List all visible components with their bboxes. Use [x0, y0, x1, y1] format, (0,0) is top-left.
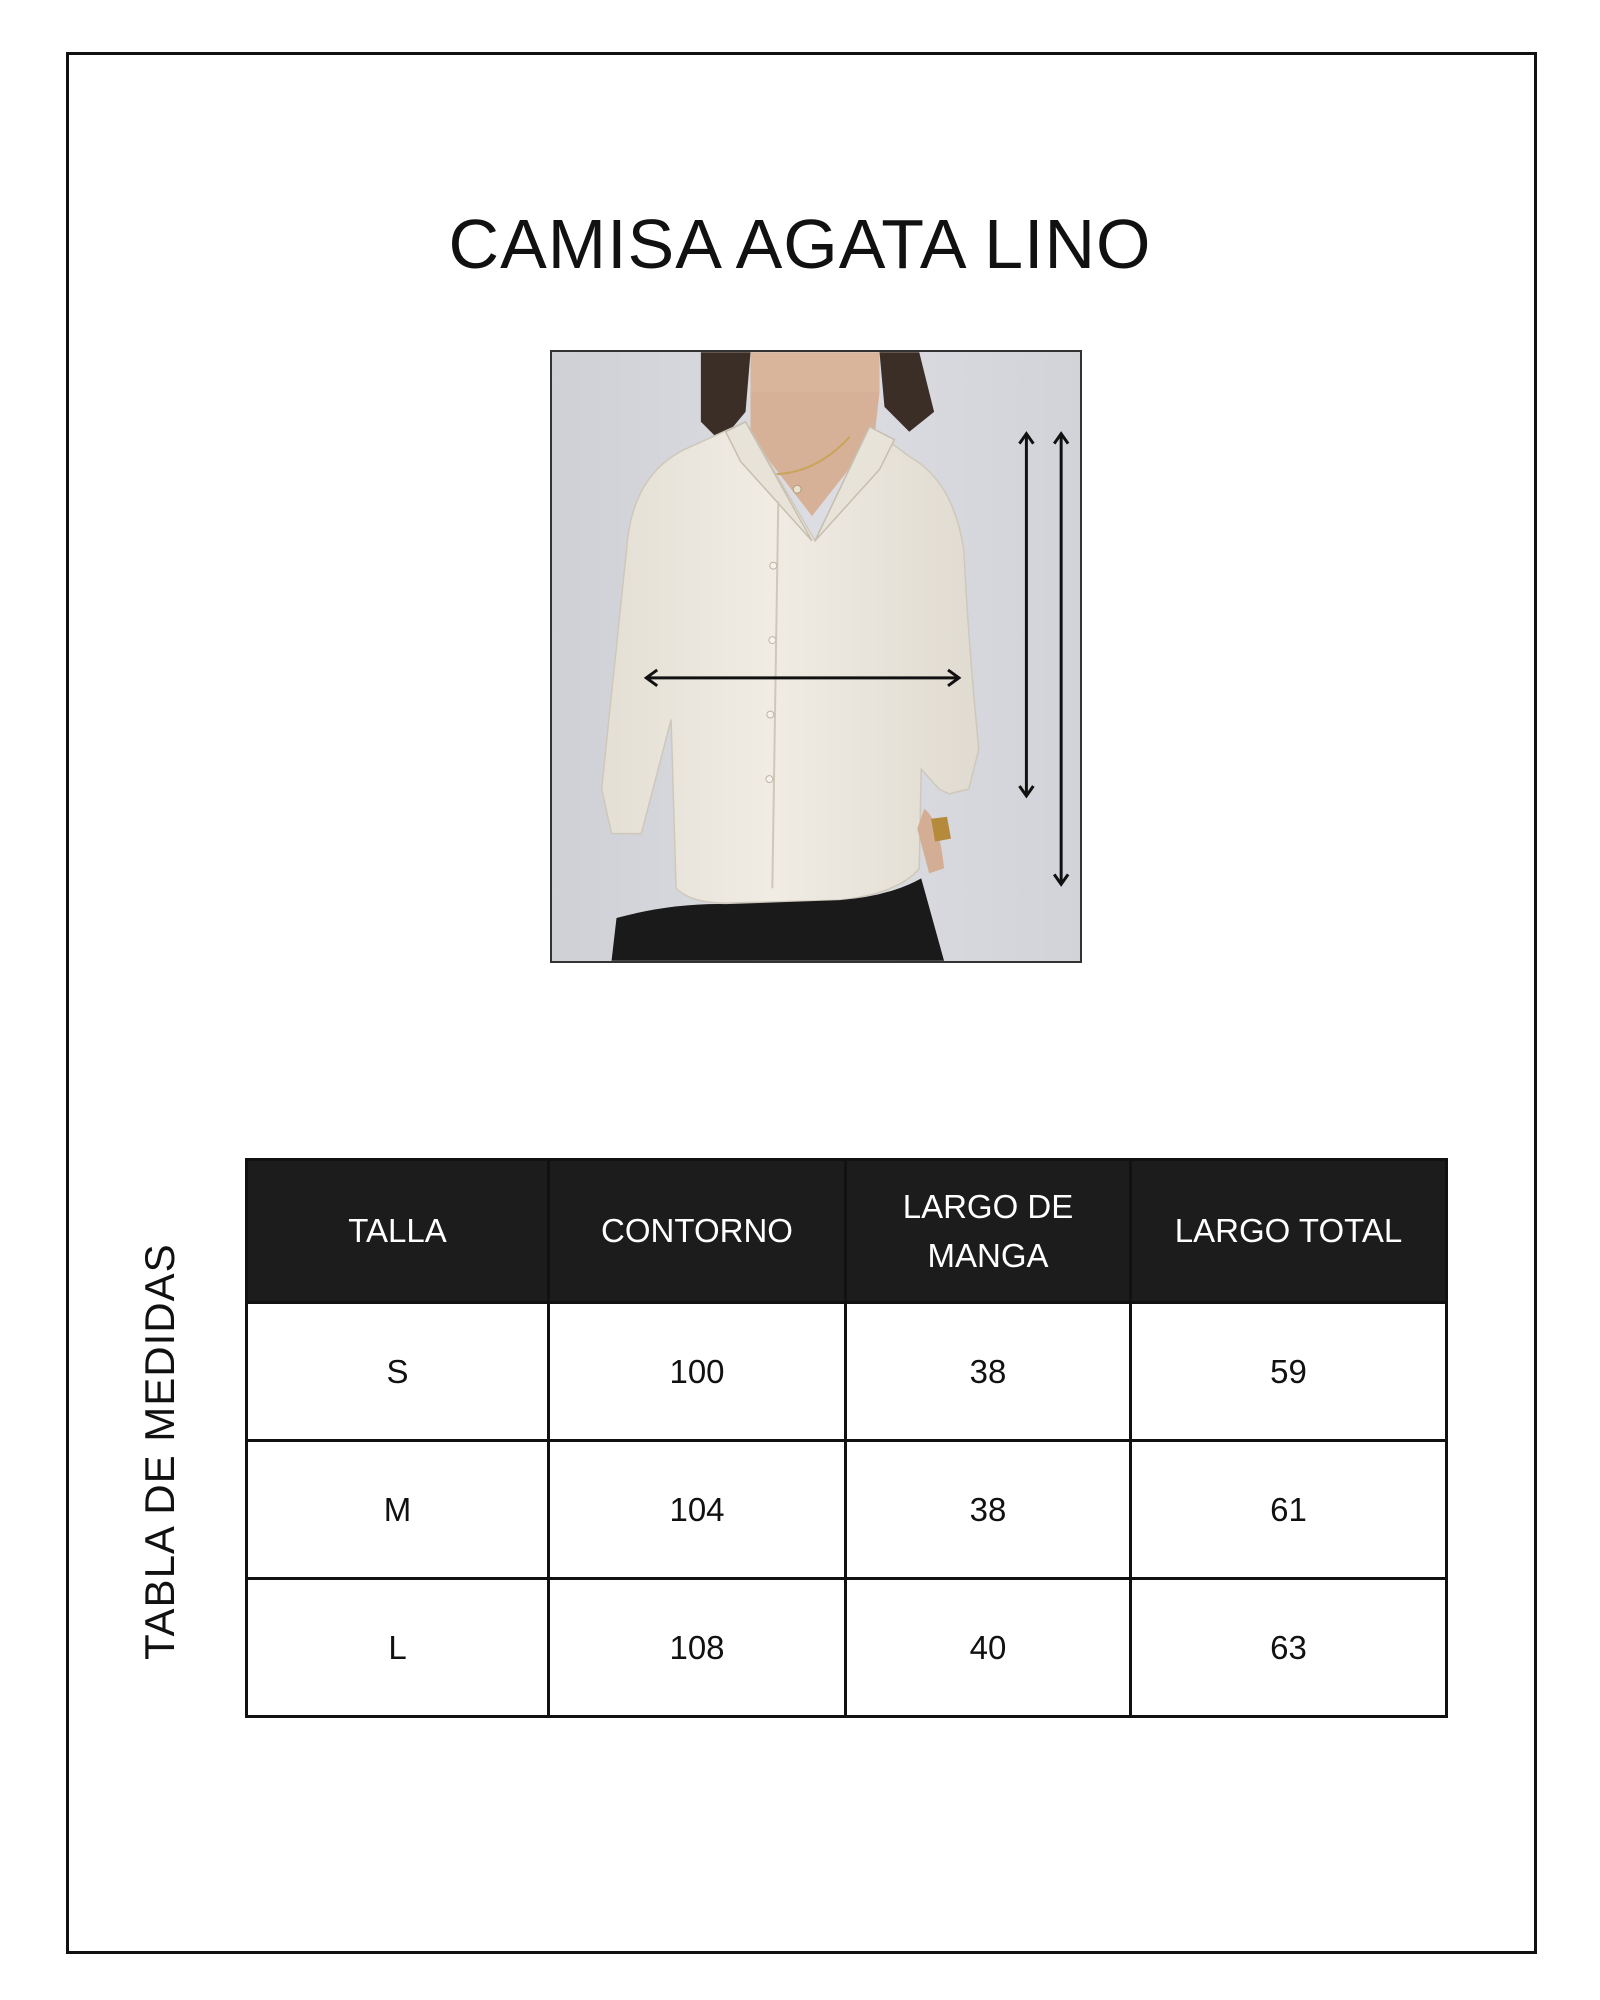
table-row — [247, 1441, 1447, 1579]
button — [767, 711, 774, 718]
side-label: TABLA DE MEDIDAS — [136, 1243, 183, 1660]
header-largo-total: LARGO TOTAL — [1131, 1160, 1447, 1303]
table-header-row — [247, 1160, 1447, 1303]
side-label-container — [136, 1210, 183, 1660]
page-title: CAMISA AGATA LINO — [448, 204, 1152, 283]
cell-talla: M — [247, 1441, 549, 1579]
cell-largo-total: 63 — [1131, 1579, 1447, 1717]
header-contorno: CONTORNO — [549, 1160, 846, 1303]
necklace-pendant — [793, 485, 801, 493]
cell-largo-de-manga: 38 — [846, 1303, 1131, 1441]
cell-talla: L — [247, 1579, 549, 1717]
header-largo-de-manga: LARGO DE MANGA — [846, 1160, 1131, 1303]
cell-largo-de-manga: 40 — [846, 1579, 1131, 1717]
cell-talla: S — [247, 1303, 549, 1441]
button — [769, 637, 776, 644]
cell-contorno: 108 — [549, 1579, 846, 1717]
header-talla: TALLA — [247, 1160, 549, 1303]
cell-largo-total: 59 — [1131, 1303, 1447, 1441]
table-row — [247, 1579, 1447, 1717]
product-photo — [550, 350, 1082, 963]
table-row — [247, 1303, 1447, 1441]
cell-contorno: 100 — [549, 1303, 846, 1441]
cell-contorno: 104 — [549, 1441, 846, 1579]
cell-largo-total: 61 — [1131, 1441, 1447, 1579]
button — [766, 776, 773, 783]
cell-largo-de-manga: 38 — [846, 1441, 1131, 1579]
size-table — [245, 1158, 1448, 1718]
shirt-illustration — [552, 352, 1080, 961]
button — [770, 562, 777, 569]
